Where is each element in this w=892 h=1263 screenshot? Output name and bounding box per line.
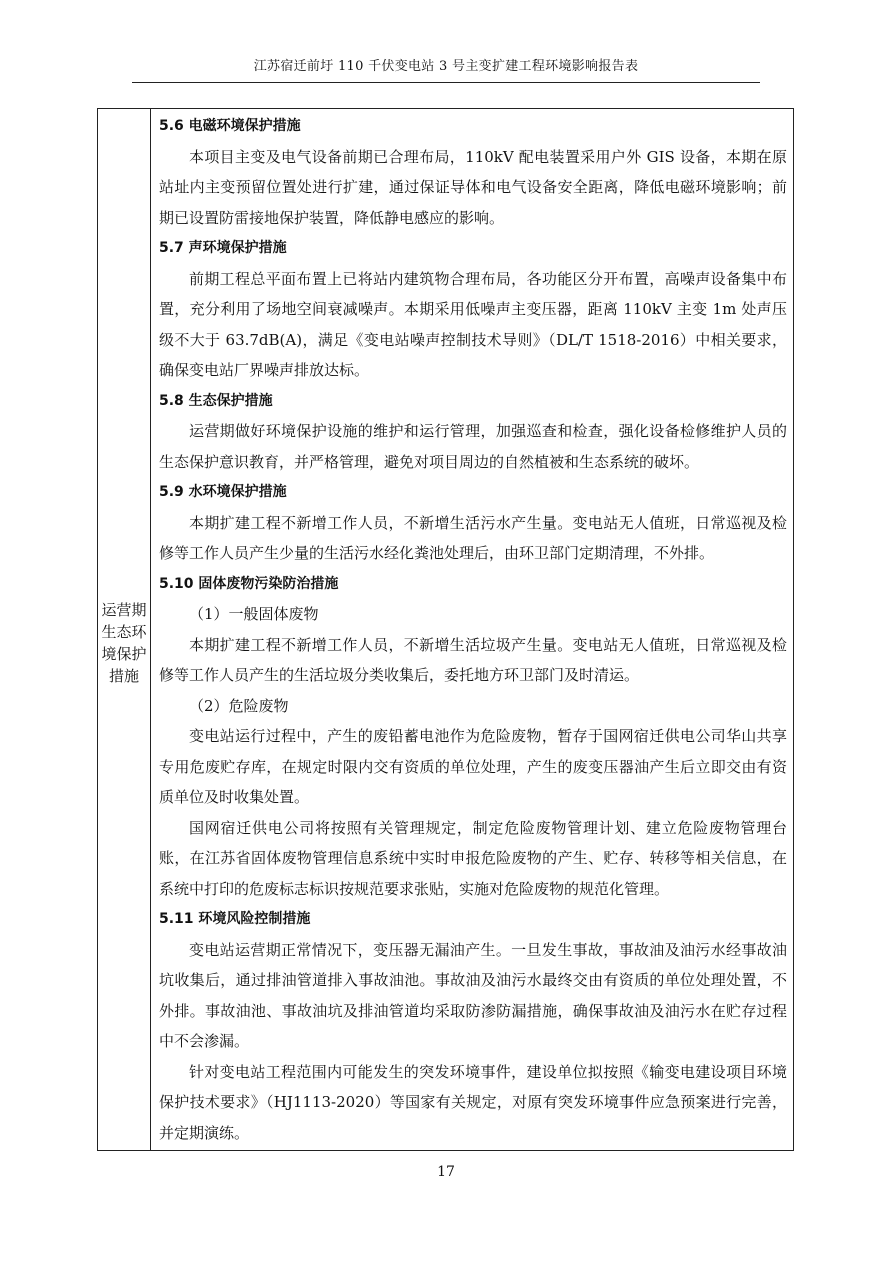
row-label-line: 生态环 [101, 623, 147, 641]
paragraph: 变电站运营期正常情况下，变压器无漏油产生。一旦发生事故，事故油及油污水经事故油坑收集后，通过排油管道排入事故油池。事故油及油污水最终交由有资质的单位处理处置，不外排。事故油池、事故油坑及排油管道均采取防渗防漏措施，确保事故油及油污水在贮存过程中不会渗漏。 [159, 940, 787, 1050]
paragraph: 本期扩建工程不新增工作人员，不新增生活污水产生量。变电站无人值班，日常巡视及检修等工作人员产生少量的生活污水经化粪池处理后，由环卫部门定期清理，不外排。 [159, 513, 787, 562]
measures-table [97, 108, 794, 1151]
paragraph: 本期扩建工程不新增工作人员，不新增生活垃圾产生量。变电站无人值班，日常巡视及检修等工作人员产生的生活垃圾分类收集后，委托地方环卫部门及时清运。 [159, 635, 787, 684]
row-label-line: 运营期 [101, 601, 147, 619]
row-label-cell [98, 109, 151, 1150]
paragraph: 国网宿迁供电公司将按照有关管理规定，制定危险废物管理计划、建立危险废物管理台账，在江苏省固体废物管理信息系统中实时申报危险废物的产生、贮存、转移等相关信息，在系统中打印的危废标志标识按规范要求张贴，实施对危险废物的规范化管理。 [159, 818, 787, 898]
section-heading: 5.11 环境风险控制措施 [159, 911, 311, 927]
subheading: （1）一般固体废物 [189, 605, 319, 623]
paragraph: 本项目主变及电气设备前期已合理布局，110kV 配电装置采用户外 GIS 设备，本期在原站址内主变预留位置处进行扩建，通过保证导体和电气设备安全距离，降低电磁环境影响；前期已设置防雷接地保护装置，降低静电感应的影响。 [159, 147, 787, 227]
row-label [98, 599, 150, 687]
section-heading: 5.9 水环境保护措施 [159, 484, 287, 500]
section-heading: 5.10 固体废物污染防治措施 [159, 575, 339, 592]
section-heading: 5.7 声环境保护措施 [159, 240, 287, 256]
paragraph: 针对变电站工程范围内可能发生的突发环境事件，建设单位拟按照《输变电建设项目环境保护技术要求》（HJ1113-2020）等国家有关规定，对原有突发环境事件应急预案进行完善，并定期演练。 [159, 1062, 787, 1142]
content-cell [159, 111, 787, 1148]
subheading: （2）危险废物 [189, 696, 289, 715]
paragraph: 前期工程总平面布置上已将站内建筑物合理布局，各功能区分开布置，高噪声设备集中布置，充分利用了场地空间衰减噪声。本期采用低噪声主变压器，距离 110kV 主变 1m 处声压级不大于 63.7dB(A)，满足《变电站噪声控制技术导则》（DL/T 1518-2016）中相关要求，确保变电站厂界噪声排放达标。 [159, 269, 787, 379]
paragraph: 运营期做好环境保护设施的维护和运行管理，加强巡查和检查，强化设备检修维护人员的生态保护意识教育，并严格管理，避免对项目周边的自然植被和生态系统的破坏。 [159, 422, 787, 471]
row-label-line: 措施 [108, 667, 139, 685]
section-heading: 5.6 电磁环境保护措施 [159, 118, 301, 134]
row-label-line: 境保护 [101, 645, 147, 663]
page-number: 17 [437, 1164, 455, 1180]
document-header: 江苏宿迁前圩 110 千伏变电站 3 号主变扩建工程环境影响报告表 [253, 59, 639, 74]
section-heading: 5.8 生态保护措施 [159, 392, 273, 409]
header-rule [132, 82, 760, 83]
paragraph: 变电站运行过程中，产生的废铅蓄电池作为危险废物，暂存于国网宿迁供电公司华山共享专用危废贮存库，在规定时限内交有资质的单位处理，产生的废变压器油产生后立即交由有资质单位及时收集处置。 [159, 727, 787, 806]
